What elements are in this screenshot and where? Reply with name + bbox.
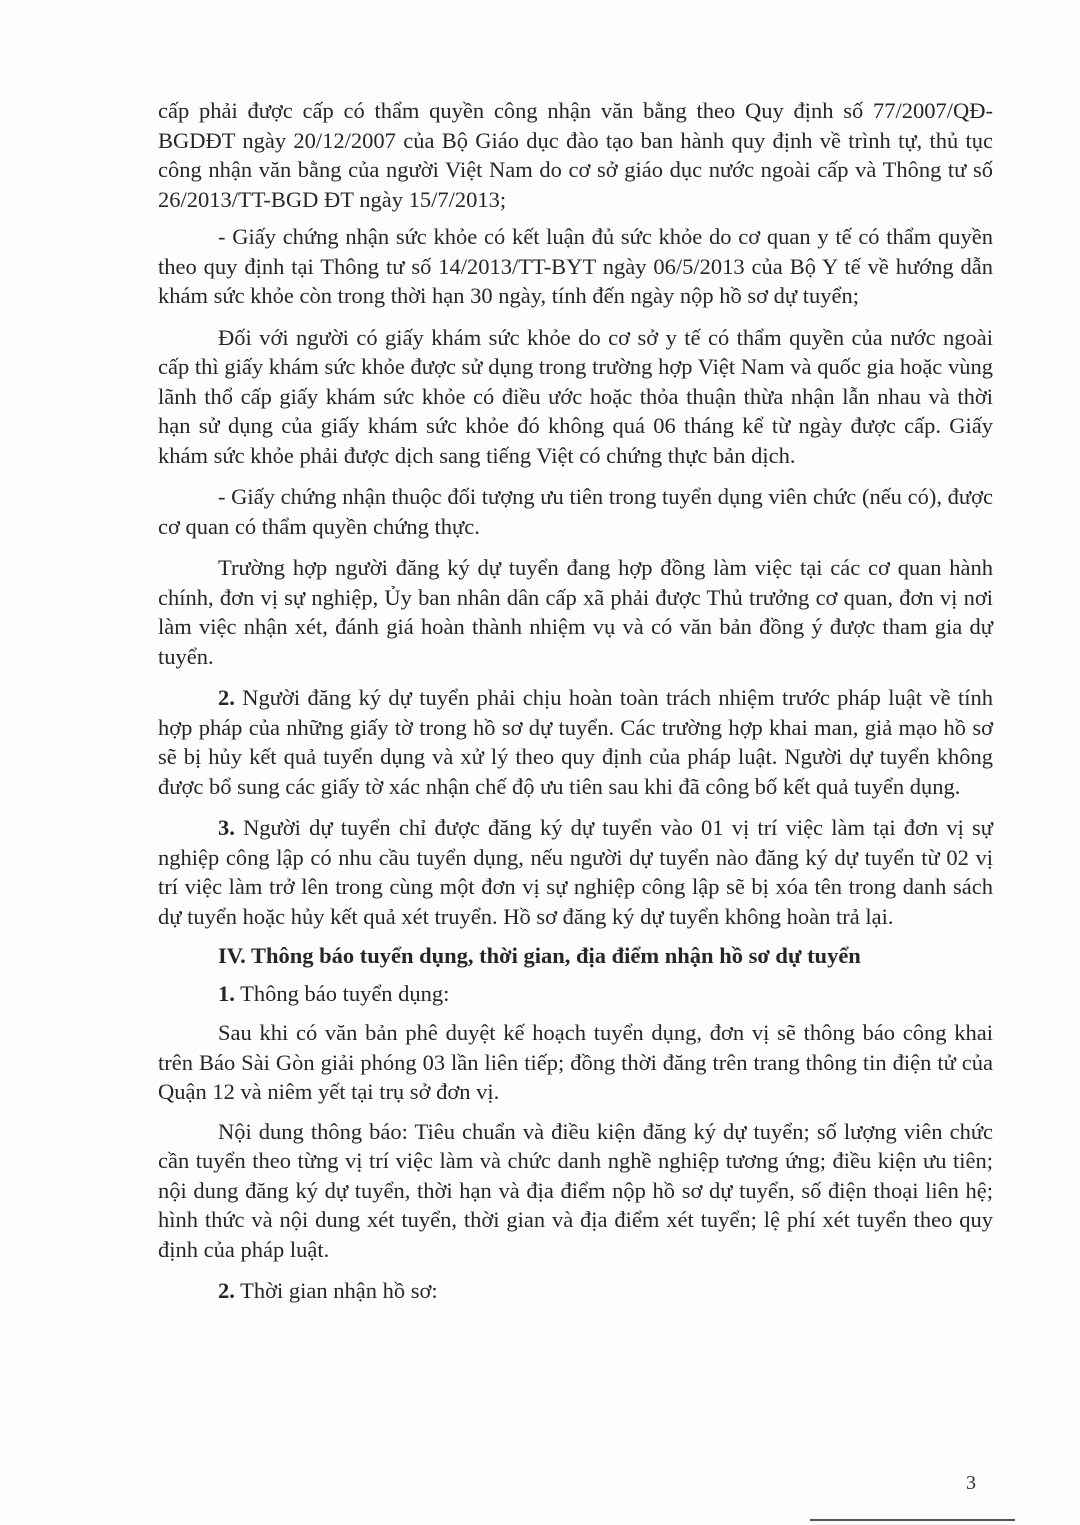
item-number: 2. xyxy=(218,685,235,710)
item-text: Thời gian nhận hồ sơ: xyxy=(240,1278,438,1303)
paragraph-contract-workers: Trường hợp người đăng ký dự tuyển đang hợp đồng làm việc tại các cơ quan hành chính, đơn vị sự nghiệp, Ủy ban nhân dân cấp xã phải được Thủ trưởng cơ quan, đơn vị nơi làm việc nhận xét, đánh giá hoàn thành nhiệm vụ và có văn bản đồng ý được tham gia dự tuyển. xyxy=(158,555,993,669)
item-text: Thông báo tuyển dụng: xyxy=(240,980,450,1006)
subheading-announcement xyxy=(158,979,993,1009)
paragraph-announcement-content: Nội dung thông báo: Tiêu chuẩn và điều kiện đăng ký dự tuyển; số lượng viên chức cần tuyển theo từng vị trí việc làm và chức danh nghề nghiệp tương ứng; điều kiện ưu tiên; nội dung đăng ký dự tuyển, thời hạn và địa điểm nộp hồ sơ dự tuyển, số điện thoại liên hệ; hình thức và nội dung xét tuyển, thời gian và địa điểm xét tuyển; lệ phí xét tuyển theo quy định của pháp luật. xyxy=(158,1118,993,1262)
item-text: Người đăng ký dự tuyển phải chịu hoàn toàn trách nhiệm trước pháp luật về tính hợp pháp của những giấy tờ trong hồ sơ dự tuyển. Các trường hợp khai man, giả mạo hồ sơ sẽ bị hủy kết quả tuyển dụng và xử lý theo quy định của pháp luật. Người dự tuyển không được bổ sung các giấy tờ xác nhận chế độ ưu tiên sau khi đã công bố kết quả tuyển dụng. xyxy=(158,685,993,799)
paragraph-foreign-health-certificate: Đối với người có giấy khám sức khỏe do cơ sở y tế có thẩm quyền của nước ngoài cấp thì giấy khám sức khỏe được sử dụng trong trường hợp Việt Nam và quốc gia hoặc vùng lãnh thổ cấp giấy khám sức khỏe có điều ước hoặc thỏa thuận thừa nhận lẫn nhau và thời hạn sử dụng của giấy khám sức khỏe đó không quá 06 tháng kể từ ngày được cấp. Giấy khám sức khỏe phải được dịch sang tiếng Việt có chứng thực bản dịch. xyxy=(158,324,993,468)
subheading-submission-time xyxy=(158,1276,993,1306)
document-body xyxy=(158,96,993,1306)
paragraph-health-certificate: - Giấy chứng nhận sức khỏe có kết luận đủ sức khỏe do cơ quan y tế có thẩm quyền theo quy định tại Thông tư số 14/2013/TT-BYT ngày 06/5/2013 của Bộ Y tế về hướng dẫn khám sức khỏe còn trong thời hạn 30 ngày, tính đến ngày nộp hồ sơ dự tuyển; xyxy=(158,224,993,308)
paragraph-diploma-recognition: cấp phải được cấp có thẩm quyền công nhận văn bằng theo Quy định số 77/2007/QĐ-BGDĐT ngày 20/12/2007 của Bộ Giáo dục đào tạo ban hành quy định về trình tự, thủ tục công nhận văn bằng của người Việt Nam do cơ sở giáo dục nước ngoài cấp và Thông tư số 26/2013/TT-BGD ĐT ngày 15/7/2013; xyxy=(158,98,993,212)
item-number: 2. xyxy=(218,1278,235,1303)
item-number: 1. xyxy=(218,980,235,1006)
paragraph-priority-certificate: - Giấy chứng nhận thuộc đối tượng ưu tiên trong tuyển dụng viên chức (nếu có), được cơ quan có thẩm quyền chứng thực. xyxy=(158,484,993,539)
item-number: 3. xyxy=(218,815,235,840)
paragraph-item-2 xyxy=(158,683,993,801)
paragraph-item-3 xyxy=(158,813,993,931)
item-text: Người dự tuyển chỉ được đăng ký dự tuyển vào 01 vị trí việc làm tại đơn vị sự nghiệp công lập có nhu cầu tuyển dụng, nếu người dự tuyển nào đăng ký dự tuyển từ 02 vị trí việc làm trở lên trong cùng một đơn vị sự nghiệp công lập sẽ bị xóa tên trong danh sách dự tuyển hoặc hủy kết quả xét truyển. Hồ sơ đăng ký dự tuyển không hoàn trả lại. xyxy=(158,815,993,929)
section-heading-iv: IV. Thông báo tuyển dụng, thời gian, địa điểm nhận hồ sơ dự tuyển xyxy=(218,943,861,968)
footer-rule xyxy=(810,1519,1015,1521)
page-number: 3 xyxy=(966,1472,976,1494)
paragraph-announcement-publication: Sau khi có văn bản phê duyệt kế hoạch tuyển dụng, đơn vị sẽ thông báo công khai trên Báo Sài Gòn giải phóng 03 lần liên tiếp; đồng thời đăng trên trang thông tin điện tử của Quận 12 và niêm yết tại trụ sở đơn vị. xyxy=(158,1020,993,1104)
